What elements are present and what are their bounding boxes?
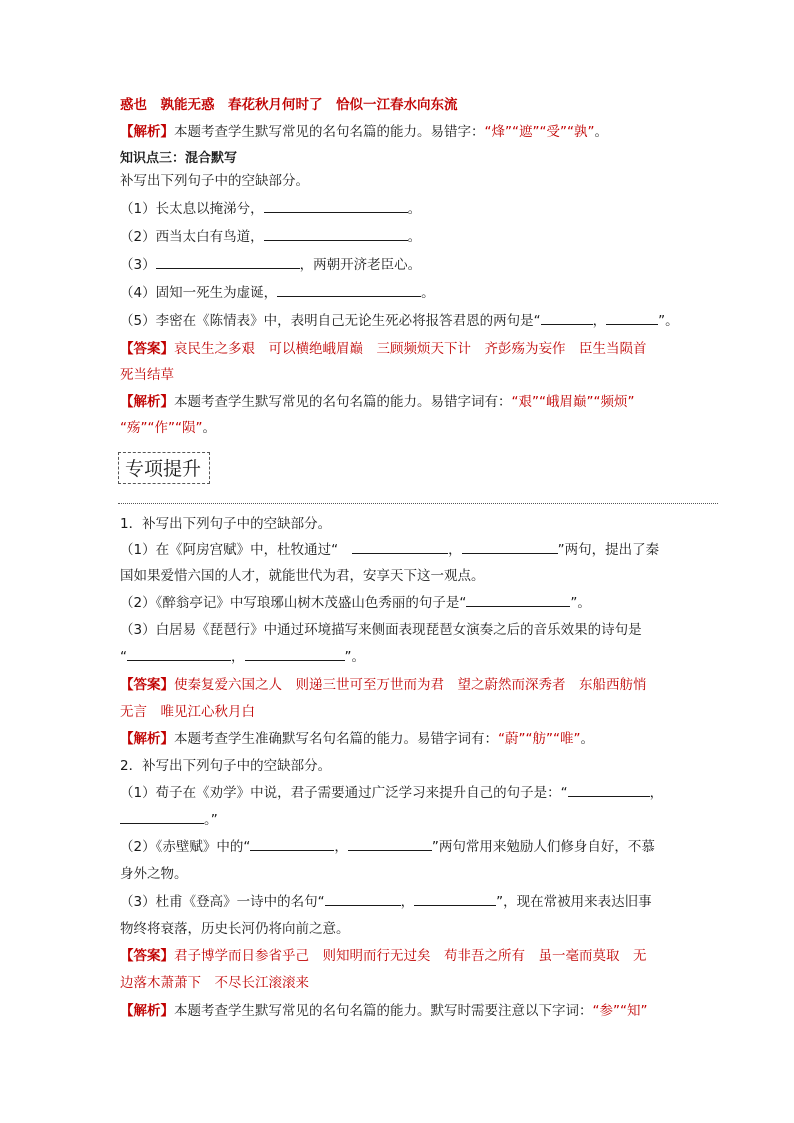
section-title-box <box>118 452 210 484</box>
blank[interactable] <box>325 893 401 906</box>
exercise-1-q1-cont: 国如果爱惜六国的人才，就能世代为君，安享天下这一观点。 <box>120 568 485 584</box>
blank[interactable] <box>264 228 408 241</box>
blank[interactable] <box>466 594 570 607</box>
exercise-1-q3-cont: “ ， ”。 <box>120 649 365 665</box>
analysis-line: 【解析】本题考查学生默写常见的名句名篇的能力。易错字词有：“艰”“峨眉巅”“频烦” <box>120 394 635 410</box>
analysis-line-cont: “殇”“作”“陨”。 <box>120 420 216 436</box>
blank[interactable] <box>245 648 345 661</box>
blank[interactable] <box>277 284 421 297</box>
blank[interactable] <box>348 838 432 851</box>
exercise-2-q3-cont: 物终将衰落，历史长河仍将向前之意。 <box>120 921 350 937</box>
exercise-2-q3: （3）杜甫《登高》一诗中的名句“ ， ”，现在常被用来表达旧事 <box>120 894 652 910</box>
exercise-2-q2: （2）《赤壁赋》中的“ ， ”两句常用来勉励人们修身自好，不慕 <box>120 839 655 855</box>
blank[interactable] <box>568 784 650 797</box>
exercise-1-q3: （3）白居易《琵琶行》中通过环境描写来侧面表现琵琶女演奏之后的音乐效果的诗句是 <box>120 622 642 638</box>
analysis-line: 【解析】本题考查学生默写常见的名句名篇的能力。易错字：“烽”“遮”“受”“孰”。 <box>120 124 608 140</box>
section-divider <box>118 503 718 504</box>
blank[interactable] <box>156 256 300 269</box>
blank[interactable] <box>606 312 658 325</box>
blank[interactable] <box>414 893 496 906</box>
answer-line-cont: 死当结草 <box>120 367 174 383</box>
exercise-1-q1: （1）在《阿房宫赋》中，杜牧通过“ ， ”两句，提出了秦 <box>120 542 660 558</box>
exercise-2-instruction: 2．补写出下列句子中的空缺部分。 <box>120 758 332 774</box>
question-4: （4）固知一死生为虚诞， 。 <box>120 285 435 301</box>
answer-tag: 【答案】 <box>120 677 174 693</box>
question-3: （3） ，两朝开济老臣心。 <box>120 257 422 273</box>
question-5: （5）李密在《陈情表》中，表明自己无论生死必将报答君恩的两句是“ ， ”。 <box>120 313 679 329</box>
section-title: 专项提升 <box>125 458 202 480</box>
question-1: （1）长太息以掩涕兮， 。 <box>120 201 422 217</box>
exercise-2-q1: （1）荀子在《劝学》中说，君子需要通过广泛学习来提升自己的句子是：“ ， <box>120 785 664 801</box>
blank[interactable] <box>120 811 204 824</box>
exercise-1-q2: （2）《醉翁亭记》中写琅琊山树木茂盛山色秀丽的句子是“ ”。 <box>120 595 591 611</box>
analysis-line: 【解析】本题考查学生准确默写名句名篇的能力。易错字词有：“蔚”“舫”“唯”。 <box>120 731 594 747</box>
analysis-tag: 【解析】 <box>120 1003 174 1019</box>
blank[interactable] <box>264 200 408 213</box>
analysis-line: 【解析】本题考查学生默写常见的名句名篇的能力。默写时需要注意以下字词：“参”“知” <box>120 1003 648 1019</box>
answer-tag: 【答案】 <box>120 948 174 964</box>
blank[interactable] <box>250 838 334 851</box>
answer-continuation: 惑也 孰能无惑 春花秋月何时了 恰似一江春水向东流 <box>120 97 458 113</box>
answer-line: 【答案】使秦复爱六国之人 则递三世可至万世而为君 望之蔚然而深秀者 东船西舫悄 <box>120 677 647 693</box>
blank[interactable] <box>127 648 231 661</box>
exercise-2-q2-cont: 身外之物。 <box>120 866 188 882</box>
blank[interactable] <box>352 541 448 554</box>
analysis-tag: 【解析】 <box>120 731 174 747</box>
answer-line-cont: 边落木萧萧下 不尽长江滚滚来 <box>120 975 309 991</box>
analysis-tag: 【解析】 <box>120 124 174 140</box>
knowledge-point-heading: 知识点三：混合默写 <box>120 151 238 166</box>
question-2: （2）西当太白有鸟道， 。 <box>120 229 422 245</box>
answer-tag: 【答案】 <box>120 341 174 357</box>
analysis-tag: 【解析】 <box>120 394 174 410</box>
answer-line: 【答案】君子博学而日参省乎己 则知明而行无过矣 苟非吾之所有 虽一毫而莫取 无 <box>120 948 647 964</box>
blank[interactable] <box>541 312 593 325</box>
blank[interactable] <box>462 541 558 554</box>
answer-line-cont: 无言 唯见江心秋月白 <box>120 704 255 720</box>
answer-line: 【答案】哀民生之多艰 可以横绝峨眉巅 三顾频烦天下计 齐彭殇为妄作 臣生当陨首 <box>120 341 647 357</box>
instruction: 补写出下列句子中的空缺部分。 <box>120 173 309 189</box>
exercise-1-instruction: 1．补写出下列句子中的空缺部分。 <box>120 516 332 532</box>
exercise-2-q1-cont: 。” <box>120 811 218 829</box>
